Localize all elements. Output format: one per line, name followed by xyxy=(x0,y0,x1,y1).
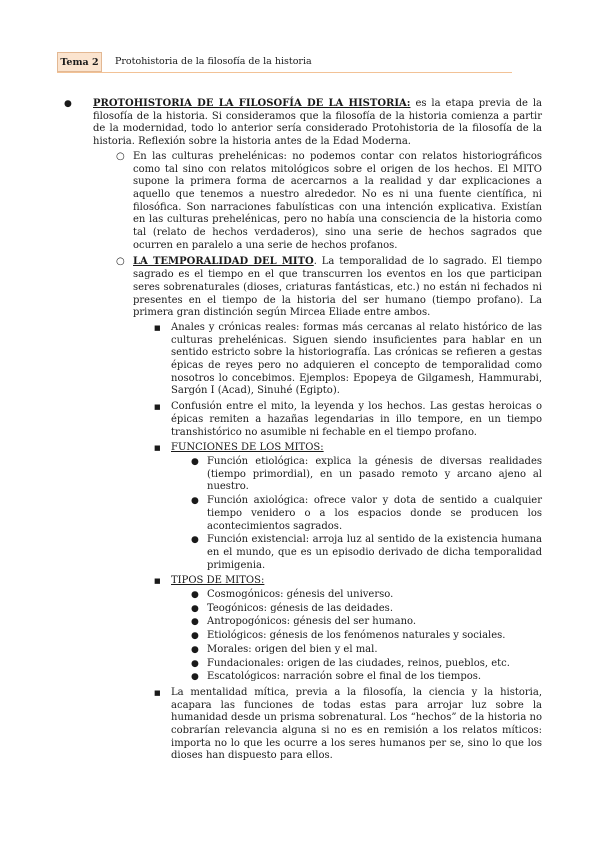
funcion-item xyxy=(191,455,542,494)
bullet-disc-icon: ● xyxy=(191,617,199,628)
bullet-disc-icon: ● xyxy=(191,658,199,669)
list-item-prehelenicas xyxy=(116,150,542,253)
list-item-mentalidad xyxy=(154,686,542,763)
section-heading: PROTOHISTORIA DE LA FILOSOFÍA DE LA HISTORIA: xyxy=(93,98,411,109)
chapter-title: Protohistoria de la filosofía de la historia xyxy=(115,56,312,67)
bullet-disc-icon: ● xyxy=(191,496,199,507)
chapter-tag: Tema 2 xyxy=(57,52,102,72)
sublist-level-3 xyxy=(154,321,542,763)
funciones-list xyxy=(191,455,542,572)
tipo-text: Fundacionales: origen de las ciudades, reinos, pueblos, etc. xyxy=(207,657,510,669)
tipo-item xyxy=(191,671,542,684)
intro-paragraph xyxy=(93,98,542,149)
list-item-protohistoria xyxy=(64,98,543,763)
document-body xyxy=(64,98,543,767)
tipo-text: Escatológicos: narración sobre el final de los tiempos. xyxy=(207,671,482,683)
list-item-tipos xyxy=(154,575,542,684)
bullet-square-icon: ■ xyxy=(154,323,161,332)
bullet-square-icon: ■ xyxy=(154,403,161,412)
tipo-text: Cosmogónicos: génesis del universo. xyxy=(207,589,394,601)
funcion-text: Función etiológica: explica la génesis de diversas realidades (tiempo primordial), en un pasado remoto y arcano ajeno al nuestro. xyxy=(207,455,542,493)
bullet-square-icon: ■ xyxy=(154,444,161,453)
bullet-disc-icon: ● xyxy=(191,535,199,546)
tipo-text: Antropogónicos: génesis del ser humano. xyxy=(207,616,417,628)
tipo-item xyxy=(191,643,542,657)
bullet-disc-icon: ● xyxy=(191,672,199,683)
temporalidad-paragraph xyxy=(133,256,542,320)
funcion-text: Función axiológica: ofrece valor y dota de sentido a cualquier tiempo venidero o a los espacios donde se producen los acontecimientos sagrados. xyxy=(207,495,542,532)
tipo-text: Teogónicos: génesis de las deidades. xyxy=(207,602,393,614)
prehelenicas-text: En las culturas prehelénicas: no podemos contar con relatos historiográficos como tal sino con relatos mitológicos sobre el origen de los hechos. El MITO supone la primera forma de acercarnos a la realidad y dar explicaciones a aquello que tenemos a nuestro alrededor. No es ni una fuente científica, ni filosófica. Son narraciones fabulísticas con una intención explicativa. Existían en las culturas prehelénicas, pero no había una consciencia de la historia como tal (relato de hechos verdaderos), sino una serie de hechos sagrados que ocurren en paralelo a una serie de hechos profanos. xyxy=(133,150,542,251)
bullet-circle-icon: ○ xyxy=(116,150,125,162)
bullet-square-icon: ■ xyxy=(154,688,161,697)
tipo-item xyxy=(191,616,542,629)
list-item-anales xyxy=(154,321,542,398)
tipos-list xyxy=(191,589,542,684)
funcion-item xyxy=(191,534,542,572)
funciones-heading: FUNCIONES DE LOS MITOS: xyxy=(171,442,324,454)
bullet-disc-icon: ● xyxy=(191,631,199,642)
main-list xyxy=(64,98,543,763)
bullet-disc-icon: ● xyxy=(191,590,199,601)
bullet-disc-icon: ● xyxy=(191,644,199,655)
tipo-item xyxy=(191,589,542,602)
confusion-text: Confusión entre el mito, la leyenda y los hechos. Las gestas heroicas o épicas remiten a hazañas legendarias in illo tempore, en un tiempo transhistórico no asumible ni fechable en el tiempo profano. xyxy=(171,401,542,438)
tipo-text: Etiológicos: génesis de los fenómenos naturales y sociales. xyxy=(207,630,506,642)
anales-text: Anales y crónicas reales: formas más cercanas al relato histórico de las culturas prehelénicas. Siguen siendo insuficientes para hablar en un sentido estricto sobre la historiografía. Las crónicas se refieren a gestas épicas de reyes pero no adquieren el concepto de temporalidad como nosotros lo concebimos. Ejemplos: Epopeya de Gilgamesh, Hammurabi, Sargón I (Acad), Sinuhé (Egipto). xyxy=(171,321,542,397)
sublist-level-2 xyxy=(116,150,543,763)
bullet-circle-icon: ○ xyxy=(116,256,125,268)
tipos-heading: TIPOS DE MITOS: xyxy=(171,575,265,587)
list-item-funciones xyxy=(154,442,542,572)
bullet-disc-icon: ● xyxy=(64,99,72,109)
mentalidad-text: La mentalidad mítica, previa a la filosofía, la ciencia y la historia, acapara las funciones de todas estas para arrojar luz sobre la humanidad desde un prisma sobrenatural. Los “hechos” de la historia no cobrarían relevancia alguna si no es en remisión a los relatos míticos: importa no lo que les ocurre a los seres humanos per se, sino lo que los dioses han dispuesto para ellos. xyxy=(171,686,542,762)
tipo-item xyxy=(191,657,542,671)
bullet-square-icon: ■ xyxy=(154,577,161,586)
list-item-temporalidad xyxy=(116,256,543,763)
tipo-item xyxy=(191,630,542,643)
temporalidad-text: . La temporalidad de lo sagrado. El tiempo sagrado es el tiempo en el que transcurren los eventos en los que participan seres sobrenaturales (dioses, criaturas fantásticas, etc.) no están ni fechados ni presentes en el tiempo de la historia del ser humano (tiempo profano). La primera gran distinción según Mircea Eliade entre ambos. xyxy=(133,256,543,319)
funcion-text: Función existencial: arroja luz al sentido de la existencia humana en el mundo, que es un episodio derivado de dicha temporalidad primigenia. xyxy=(207,534,542,571)
tipo-text: Morales: origen del bien y el mal. xyxy=(207,643,378,655)
bullet-disc-icon: ● xyxy=(191,456,199,467)
list-item-confusion xyxy=(154,401,542,439)
intro-text: es la etapa previa de la filosofía de la historia. Si consideramos que la filosofía de la historia comienza a partir de la modernidad, todo lo anterior sería considerado Protohistoria de la filosofía de la historia. Reflexión sobre la historia antes de la Edad Moderna. xyxy=(93,98,542,148)
temporalidad-heading: LA TEMPORALIDAD DEL MITO xyxy=(133,256,314,268)
funcion-item xyxy=(191,495,542,533)
tipo-item xyxy=(191,602,542,616)
header-rule xyxy=(57,72,512,73)
page-header xyxy=(57,52,512,74)
bullet-disc-icon: ● xyxy=(191,603,199,614)
